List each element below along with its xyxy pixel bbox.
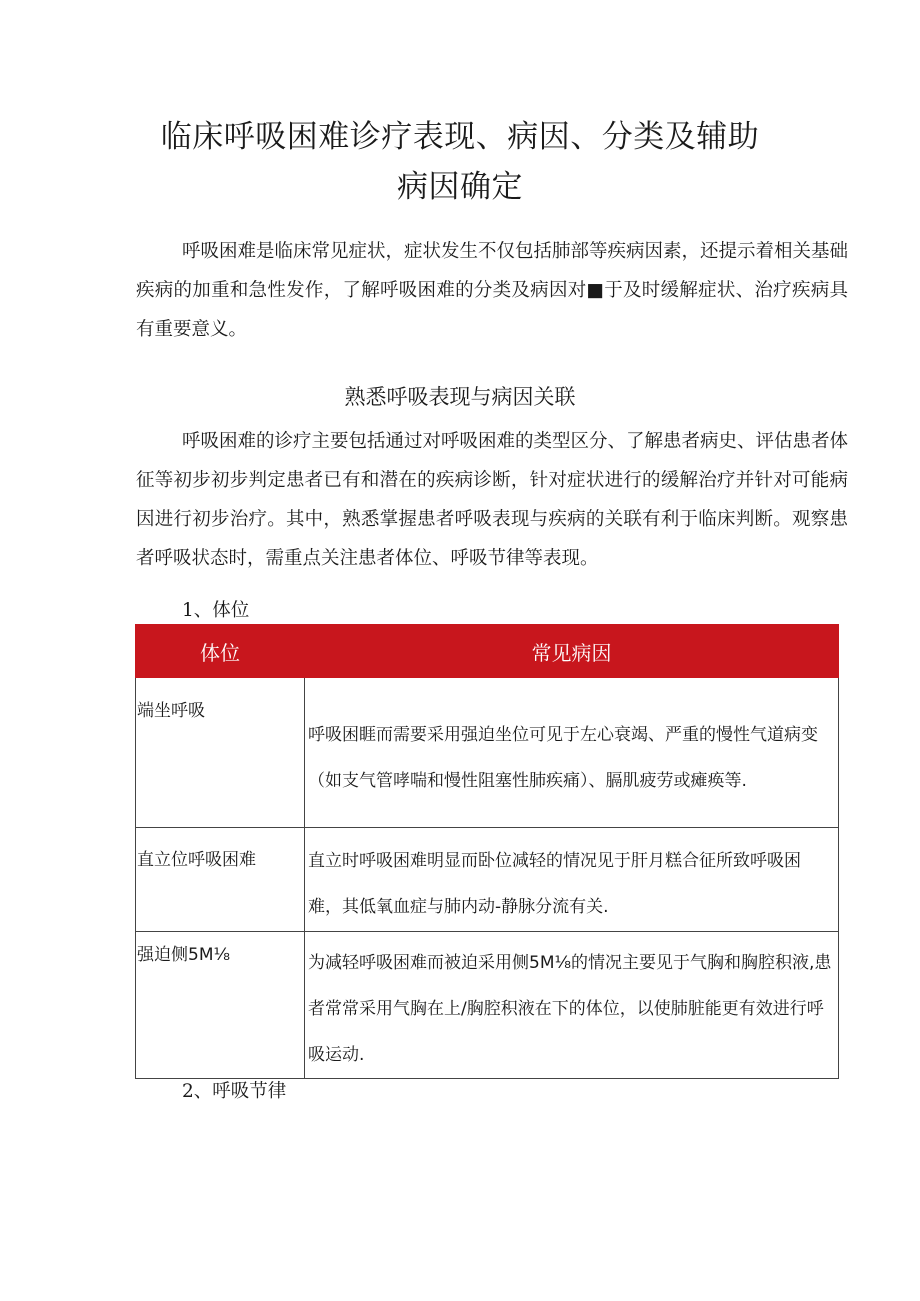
table-row	[136, 678, 839, 828]
position-cause-table	[135, 624, 839, 1079]
table-header-row	[136, 625, 839, 678]
cause-text: 为减轻呼吸困难而被迫采用侧5M⅛的情况主要见于气胸和胸腔积液,患者常常采用气胸在上/胸腔积液在下的体位，以使肺脏能更有效进行呼吸运动.	[308, 953, 832, 1065]
list-label-2: 2、呼吸节律	[182, 1081, 287, 1102]
header-position: 体位	[136, 625, 305, 678]
table-cell-cause	[305, 932, 839, 1079]
document-title	[0, 112, 920, 212]
table-row	[136, 932, 839, 1079]
cause-text: 呼吸困睚而需要采用强迫坐位可见于左心衰竭、严重的慢性气道病变（如支气管哮喘和慢性阻塞性肺疾痛）、膈肌疲劳或瘫痪等.	[308, 725, 818, 791]
title-line-2: 病因确定	[397, 169, 523, 205]
table-cell-cause	[305, 678, 839, 828]
title-line-1: 临床呼吸困难诊疗表现、病因、分类及辅助	[160, 119, 760, 155]
position-text: 端坐呼吸	[137, 701, 205, 721]
section-paragraph: 呼吸困难的诊疗主要包括通过对呼吸困难的类型区分、了解患者病史、评估患者体征等初步初步判定患者已有和潜在的疾病诊断，针对症状进行的缓解治疗并针对可能病因进行初步治疗。其中，熟悉掌握患者呼吸表现与疾病的关联有利于临床判断。观察患者呼吸状态时，需重点关注患者体位、呼吸节律等表现。	[136, 431, 849, 569]
table-cell-position	[136, 828, 305, 932]
table-row	[136, 828, 839, 932]
list-label-1: 1、体位	[182, 600, 250, 621]
position-text: 强迫侧5M⅛	[137, 945, 230, 965]
header-cause: 常见病因	[305, 625, 839, 678]
table-cell-cause	[305, 828, 839, 932]
intro-paragraph: 呼吸困难是临床常见症状，症状发生不仅包括肺部等疾病因素，还提示着相关基础疾病的加重和急性发作，了解呼吸困难的分类及病因对■于及时缓解症状、治疗疾病具有重要意义。	[136, 241, 849, 340]
table-cell-position	[136, 932, 305, 1079]
cause-text: 直立时呼吸困难明显而卧位减轻的情况见于肝月糕合征所致呼吸困难，其低氧血症与肺内动-静脉分流有关.	[308, 851, 801, 917]
position-text: 直立位呼吸困难	[137, 850, 256, 870]
section-heading: 熟悉呼吸表现与病因关联	[344, 385, 576, 409]
table-cell-position	[136, 678, 305, 828]
